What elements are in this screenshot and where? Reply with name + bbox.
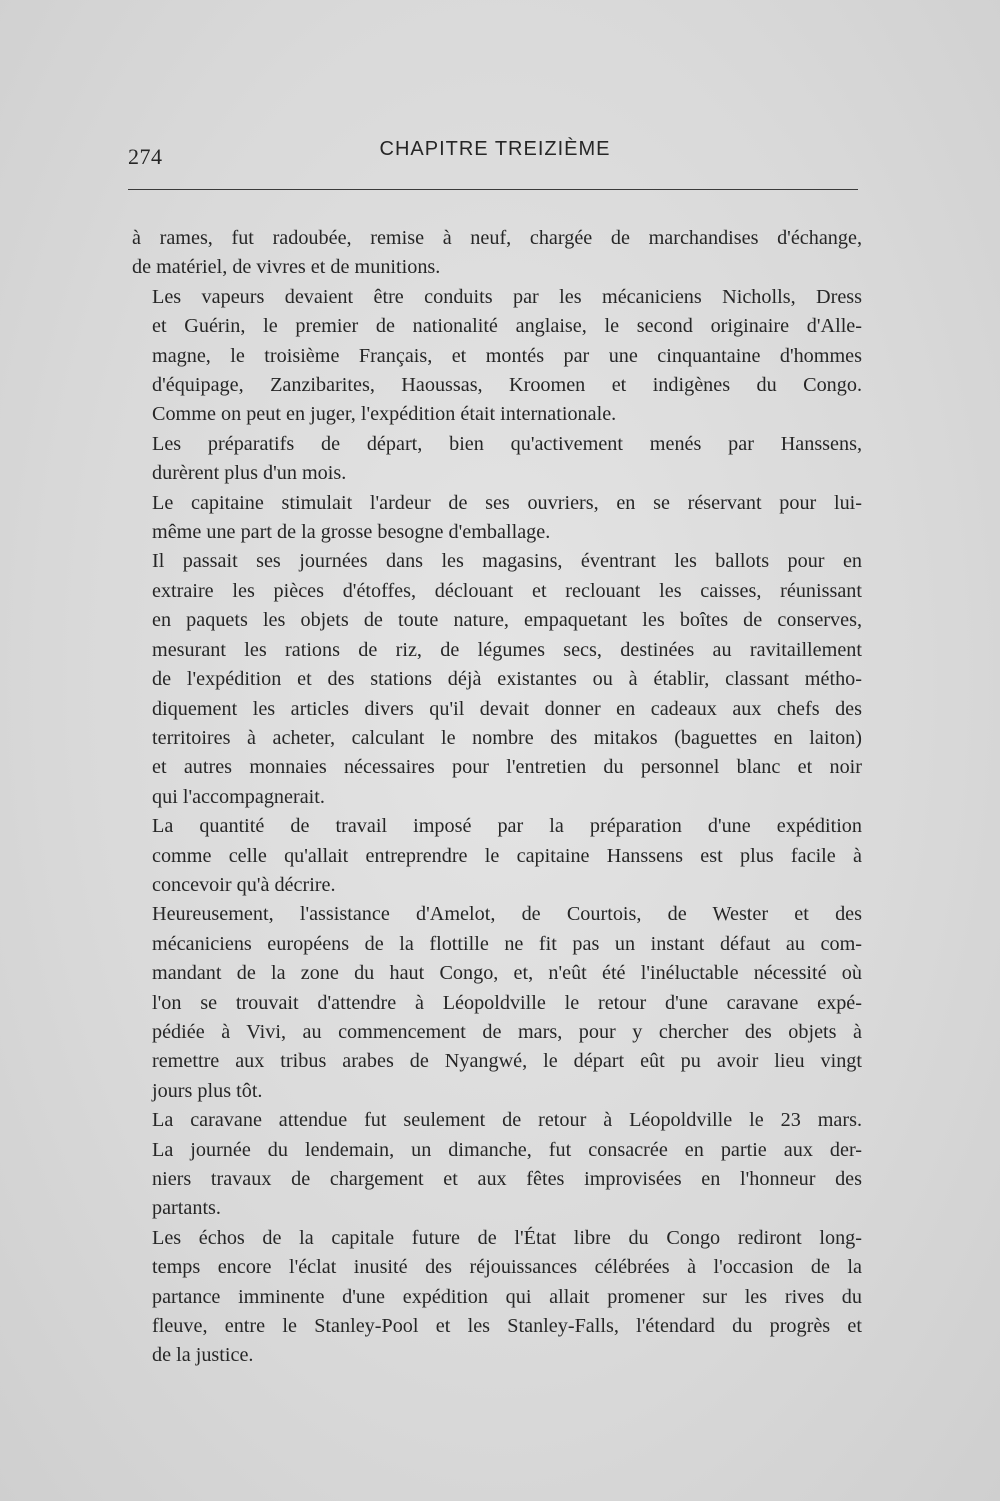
text-line: l'on se trouvait d'attendre à Léopoldville le retour d'une caravane expé- [152,991,862,1014]
text-line: Les échos de la capitale future de l'État libre du Congo rediront long- [152,1226,862,1249]
text-line: mandant de la zone du haut Congo, et, n'eût été l'inéluctable nécessité où [152,962,862,985]
text-line: jours plus tôt. [152,1079,263,1102]
paragraph [132,430,862,489]
text-line: et autres monnaies nécessaires pour l'entretien du personnel blanc et noir [152,756,862,779]
text-line: magne, le troisième Français, et montés par une cinquantaine d'hommes [152,344,862,367]
text-line: partants. [152,1197,221,1220]
text-line: concevoir qu'à décrire. [152,873,336,896]
text-line: Le capitaine stimulait l'ardeur de ses ouvriers, en se réservant pour lui- [152,491,862,514]
text-line: partance imminente d'une expédition qui allait promener sur les rives du [152,1285,862,1308]
paragraph [132,900,862,1106]
chapter-title: CHAPITRE TREIZIÈME [379,138,611,160]
text-line: Comme on peut en juger, l'expédition était internationale. [152,403,617,426]
text-line: extraire les pièces d'étoffes, déclouant et reclouant les caisses, réunissant [152,579,862,602]
text-line: de la justice. [152,1344,254,1367]
text-line: Les préparatifs de départ, bien qu'activement menés par Hanssens, [152,432,862,455]
text-line: remettre aux tribus arabes de Nyangwé, le départ eût pu avoir lieu vingt [152,1050,862,1073]
text-line: mécaniciens européens de la flottille ne fit pas un instant défaut au com- [152,932,862,955]
text-line: La caravane attendue fut seulement de retour à Léopoldville le 23 mars. [152,1109,862,1132]
text-line: La quantité de travail imposé par la préparation d'une expédition [152,815,862,838]
paragraph [132,547,862,812]
text-line: territoires à acheter, calculant le nombre des mitakos (baguettes en laiton) [152,726,862,749]
paragraph [132,224,862,283]
text-line: qui l'accompagnerait. [152,785,325,808]
text-line: comme celle qu'allait entreprendre le capitaine Hanssens est plus facile à [152,844,862,867]
body-text [132,224,862,1371]
text-line: Heureusement, l'assistance d'Amelot, de Courtois, de Wester et des [152,903,862,926]
text-line: et Guérin, le premier de nationalité anglaise, le second originaire d'Alle- [152,315,862,338]
text-line: niers travaux de chargement et aux fêtes improvisées en l'honneur des [152,1168,862,1190]
paragraph [132,812,862,900]
text-line: Les vapeurs devaient être conduits par les mécaniciens Nicholls, Dress [152,285,862,308]
paragraph [132,489,862,548]
text-line: Il passait ses journées dans les magasins, éventrant les ballots pour en [152,550,862,573]
running-header [128,138,862,178]
text-line: de matériel, de vivres et de munitions. [132,256,441,279]
text-line: temps encore l'éclat inusité des réjouissances célébrées à l'occasion de la [152,1256,862,1279]
text-line: mesurant les rations de riz, de légumes secs, destinées au ravitaillement [152,638,862,661]
paragraph [132,1224,862,1371]
header-rule [128,189,858,190]
paragraph [132,283,862,430]
text-line: à rames, fut radoubée, remise à neuf, chargée de marchandises d'échange, [132,227,862,249]
text-line: même une part de la grosse besogne d'emballage. [152,521,551,544]
text-line: de l'expédition et des stations déjà existantes ou à établir, classant métho- [152,668,862,691]
text-line: pédiée à Vivi, au commencement de mars, pour y chercher des objets à [152,1020,862,1043]
text-line: durèrent plus d'un mois. [152,462,347,485]
text-line: en paquets les objets de toute nature, empaquetant les boîtes de conserves, [152,609,862,632]
text-line: d'équipage, Zanzibarites, Haoussas, Kroomen et indigènes du Congo. [152,374,862,397]
paragraph [132,1106,862,1224]
text-line: fleuve, entre le Stanley-Pool et les Stanley-Falls, l'étendard du progrès et [152,1315,862,1338]
page-number: 274 [128,144,163,169]
text-line: diquement les articles divers qu'il devait donner en cadeaux aux chefs des [152,697,862,720]
text-line: La journée du lendemain, un dimanche, fut consacrée en partie aux der- [152,1138,862,1161]
